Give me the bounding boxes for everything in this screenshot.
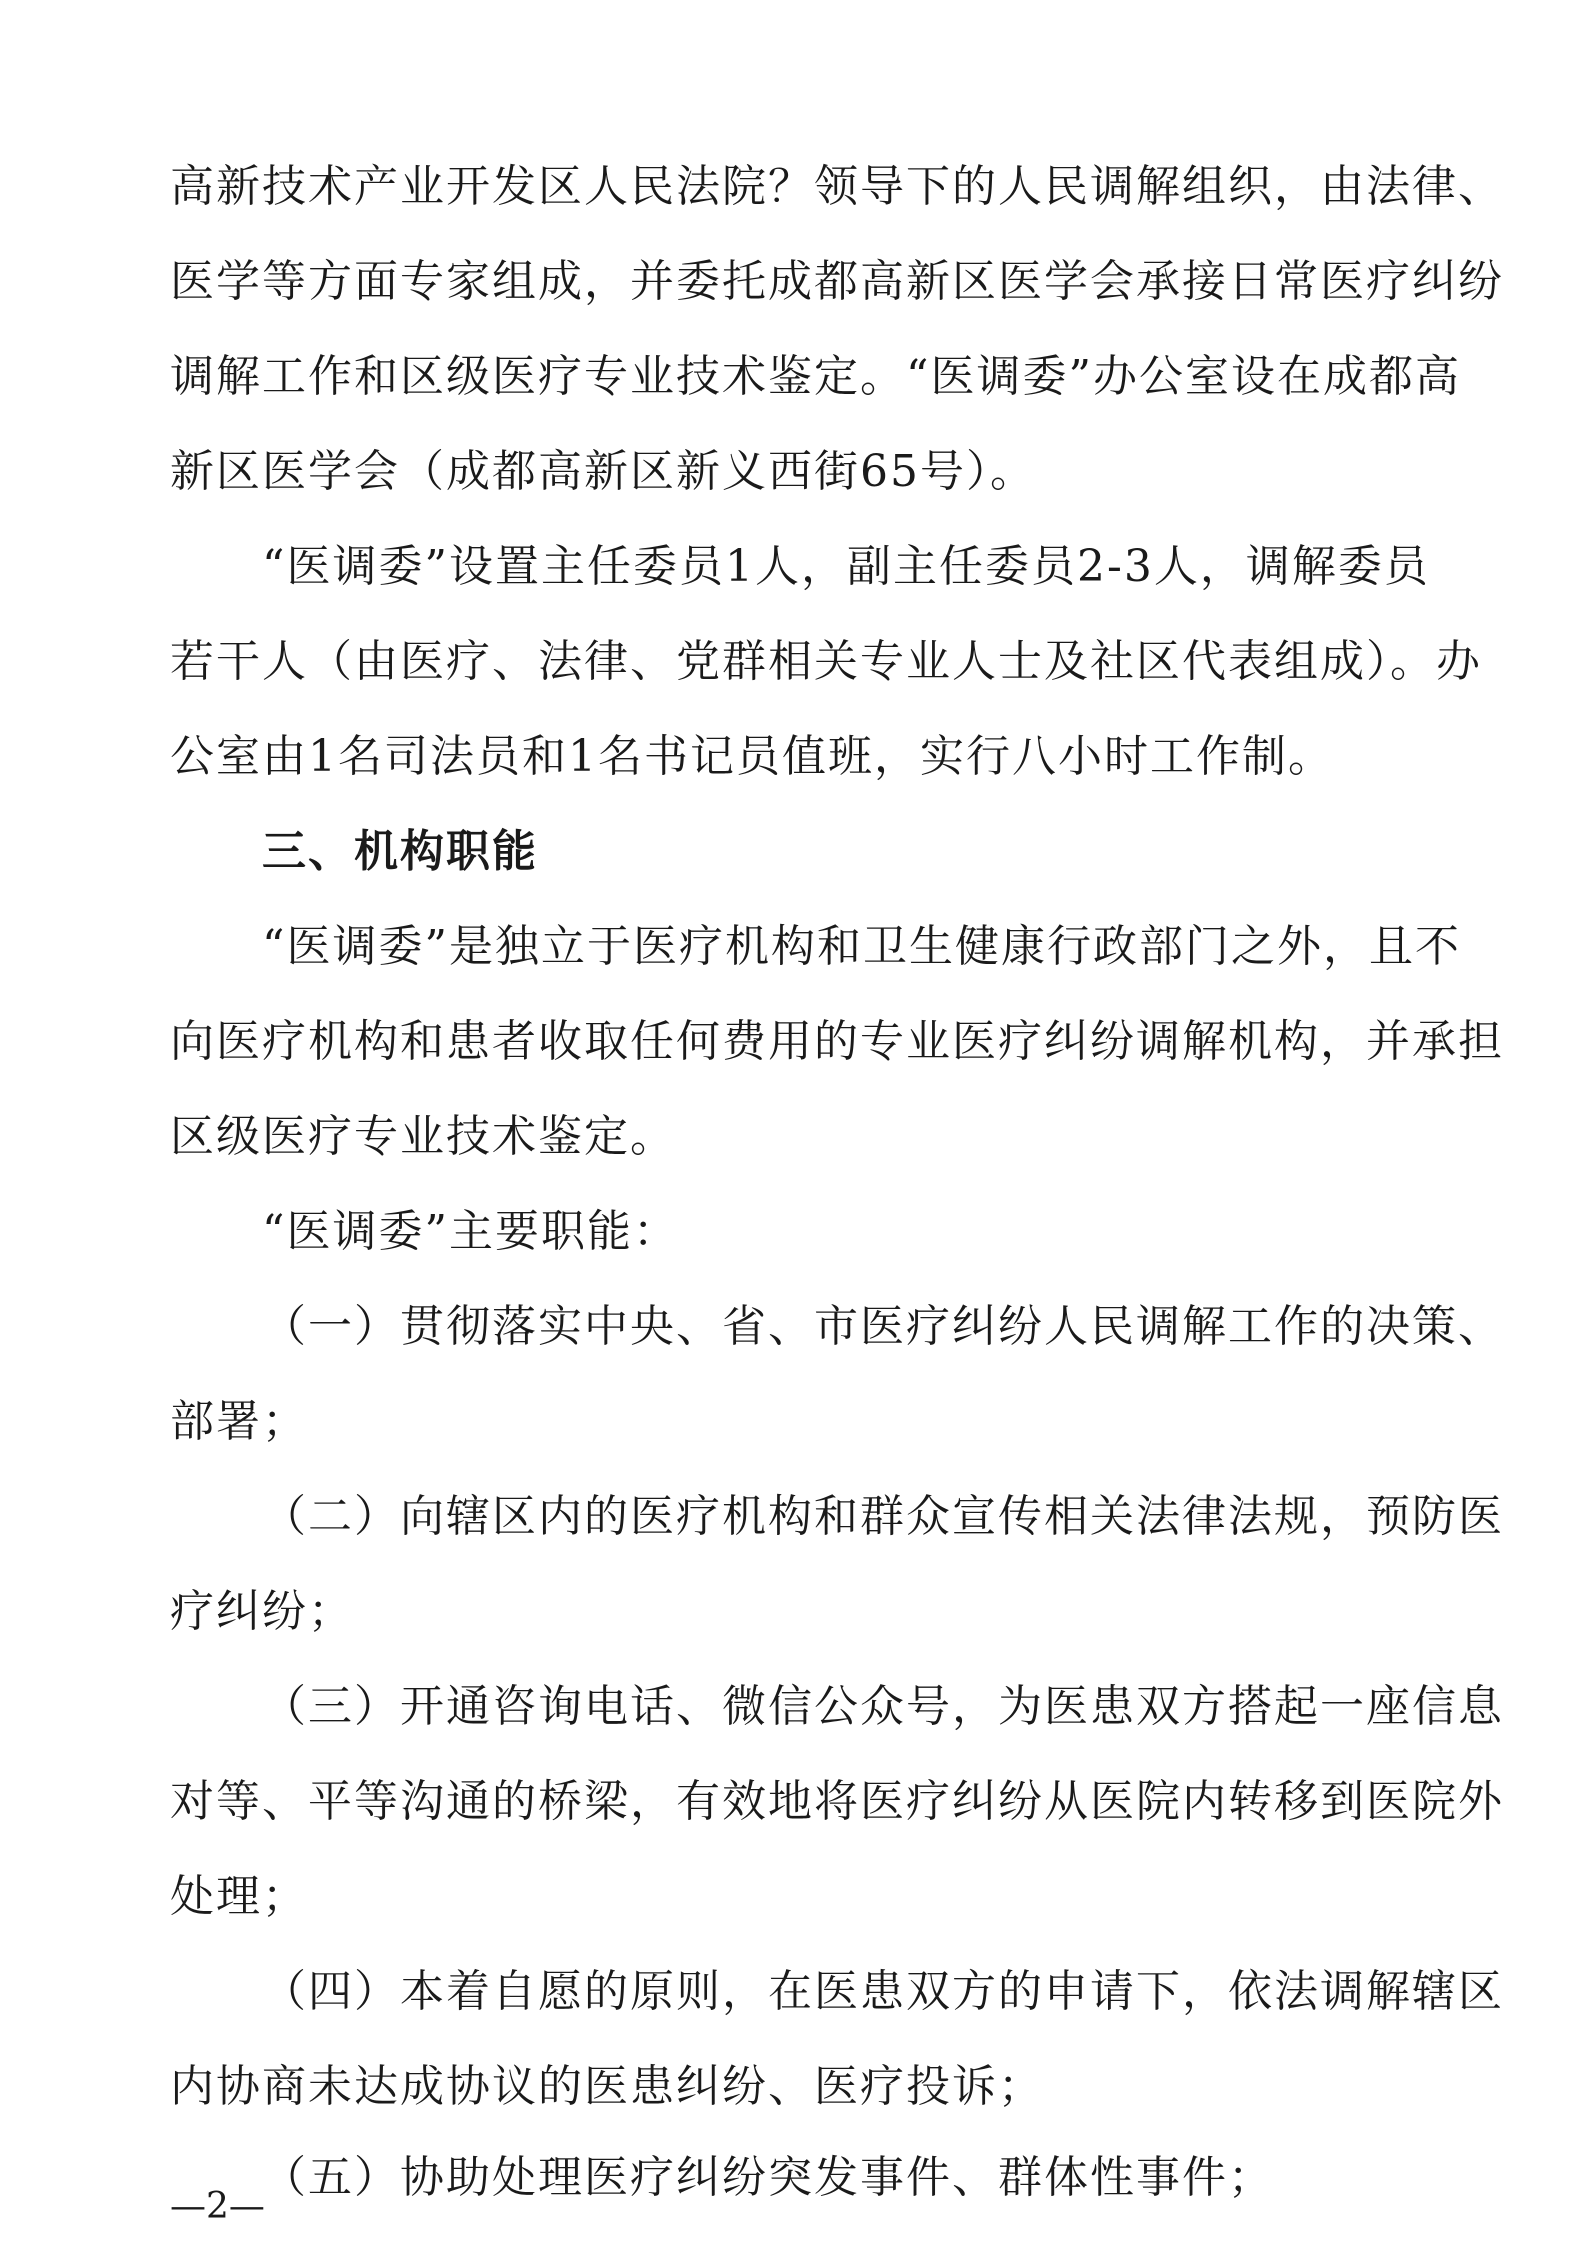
text-line: “医调委”设置主任委员1人，副主任委员2-3人，调解委员 <box>262 541 1430 592</box>
page-number: —2— <box>170 2186 265 2227</box>
text-line: 公室由1名司法员和1名书记员值班，实行八小时工作制。 <box>170 731 1334 782</box>
text-line: 高新技术产业开发区人民法院？领导下的人民调解组织，由法律、 <box>170 161 1504 212</box>
list-item-continuation: 处理； <box>170 1871 308 1922</box>
text-line: 调解工作和区级医疗专业技术鉴定。“医调委”办公室设在成都高 <box>170 351 1461 402</box>
list-item: （三）开通咨询电话、微信公众号，为医患双方搭起一座信息 <box>262 1681 1504 1732</box>
list-item: （二）向辖区内的医疗机构和群众宣传相关法律法规，预防医 <box>262 1491 1504 1542</box>
text-line: 区级医疗专业技术鉴定。 <box>170 1111 676 1162</box>
section-heading: 三、机构职能 <box>262 826 538 877</box>
list-item-continuation: 疗纠纷； <box>170 1586 354 1637</box>
text-line: “医调委”主要职能： <box>262 1206 679 1257</box>
list-item: （五）协助处理医疗纠纷突发事件、群体性事件； <box>262 2152 1274 2203</box>
list-item-continuation: 内协商未达成协议的医患纠纷、医疗投诉； <box>170 2061 1044 2112</box>
text-line: 若干人（由医疗、法律、党群相关专业人士及社区代表组成）。办 <box>170 636 1482 687</box>
text-line: “医调委”是独立于医疗机构和卫生健康行政部门之外，且不 <box>262 921 1461 972</box>
text-line: 新区医学会（成都高新区新义西街65号）。 <box>170 446 1036 497</box>
list-item: （一）贯彻落实中央、省、市医疗纠纷人民调解工作的决策、 <box>262 1301 1504 1352</box>
text-line: 向医疗机构和患者收取任何费用的专业医疗纠纷调解机构，并承担 <box>170 1016 1504 1067</box>
list-item-continuation: 部署； <box>170 1396 308 1447</box>
list-item-continuation: 对等、平等沟通的桥梁，有效地将医疗纠纷从医院内转移到医院外 <box>170 1776 1504 1827</box>
list-item: （四）本着自愿的原则，在医患双方的申请下，依法调解辖区 <box>262 1966 1504 2017</box>
text-line: 医学等方面专家组成，并委托成都高新区医学会承接日常医疗纠纷 <box>170 256 1504 307</box>
